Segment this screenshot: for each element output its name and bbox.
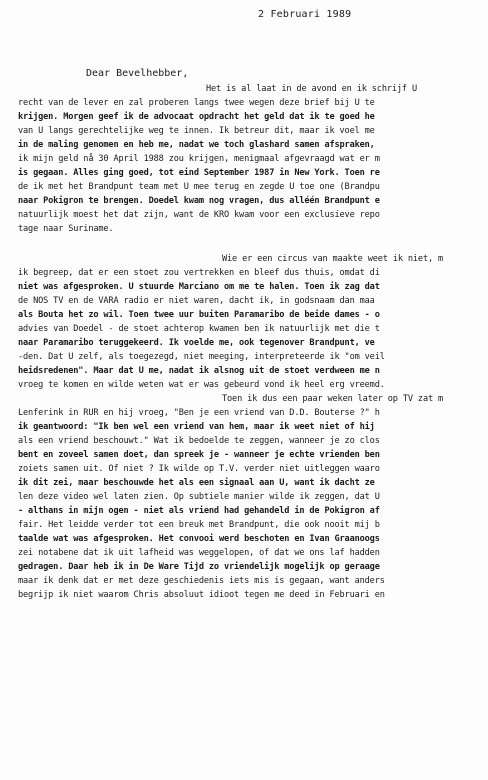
letter-line: als Bouta het zo wil. Toen twee uur buiten Paramaribo de beide dames - o [18, 310, 380, 320]
letter-line: gedragen. Daar heb ik in De Ware Tijd zo vriendelijk mogelijk op geraage [18, 562, 380, 572]
letter-line: recht van de lever en zal proberen langs twee wegen deze brief bij U te [18, 98, 375, 108]
letter-line: in de maling genomen en heb me, nadat we toch glashard samen afspraken, [18, 140, 375, 150]
letter-line: begrijp ik niet waarom Chris absoluut idioot tegen me deed in Februari en [18, 590, 385, 600]
letter-line: krijgen. Morgen geef ik de advocaat opdracht het geld dat ik te goed he [18, 112, 375, 122]
letter-line: zoiets samen uit. Of niet ? Ik wilde op T.V. verder niet uitleggen waaro [18, 464, 380, 474]
letter-line: Het is al laat in de avond en ik schrijf U [206, 84, 418, 94]
letter-line: ik geantwoord: "Ik ben wel een vriend van hem, maar ik weet niet of hij [18, 422, 375, 432]
letter-line: vroeg te komen en wilde weten wat er was gebeurd vond ik heel erg vreemd. [18, 380, 385, 390]
letter-line: Toen ik dus een paar weken later op TV zat m [222, 394, 444, 404]
letter-line: is gegaan. Alles ging goed, tot eind September 1987 in New York. Toen re [18, 168, 380, 178]
letter-line: len deze video wel laten zien. Op subtiele manier wilde ik zeggen, dat U [18, 492, 380, 502]
letter-line: de NOS TV en de VARA radio er niet waren, dacht ik, in godsnaam dan maa [18, 296, 375, 306]
letter-line: maar ik denk dat er met deze geschiedenis iets mis is gegaan, want anders [18, 576, 385, 586]
letter-line: ik mijn geld nå 30 April 1988 zou krijgen, menigmaal afgevraagd wat er m [18, 154, 380, 164]
letter-line: natuurlijk moest het dat zijn, want de KRO kwam voor een exclusieve repo [18, 210, 380, 220]
letter-salutation: Dear Bevelhebber, [86, 68, 189, 79]
letter-line: Lenferink in RUR en hij vroeg, "Ben je een vriend van D.D. Bouterse ?" h [18, 408, 380, 418]
letter-line: - althans in mijn ogen - niet als vriend had gehandeld in de Pokigron af [18, 506, 380, 516]
letter-line: advies van Doedel - de stoet achterop kwamen ben ik natuurlijk met die t [18, 324, 380, 334]
letter-line: fair. Het leidde verder tot een breuk met Brandpunt, die ook nooit mij b [18, 520, 380, 530]
letter-line: heidsredenen". Maar dat U me, nadat ik alsnog uit de stoet verdween me n [18, 366, 380, 376]
letter-line: ik begreep, dat er een stoet zou vertrekken en bleef dus thuis, omdat di [18, 268, 380, 278]
letter-line: ik dit zei, maar beschouwde het als een signaal aan U, want ik dacht ze [18, 478, 375, 488]
letter-line: als een vriend beschouwt." Wat ik bedoelde te zeggen, wanneer je zo clos [18, 436, 380, 446]
letter-line: niet was afgesproken. U stuurde Marciano om me te halen. Toen ik zag dat [18, 282, 380, 292]
letter-line: zei notabene dat ik uit lafheid was weggelopen, of dat we ons laf hadden [18, 548, 380, 558]
letter-line: tage naar Suriname. [18, 224, 114, 234]
letter-line: de ik met het Brandpunt team met U mee terug en zegde U toe one (Brandpu [18, 182, 380, 192]
letter-line: bent en zoveel samen doet, dan spreek je - wanneer je echte vrienden ben [18, 450, 380, 460]
letter-line: -den. Dat U zelf, als toegezegd, niet meeging, interpreteerde ik "om veil [18, 352, 385, 362]
letter-line: Wie er een circus van maakte weet ik niet, m [222, 254, 444, 264]
letter-line: naar Paramaribo teruggekeerd. Ik voelde me, ook tegenover Brandpunt, ve [18, 338, 375, 348]
letter-line: van U langs gerechtelijke weg te innen. Ik betreur dit, maar ik voel me [18, 126, 375, 136]
letter-line: naar Pokigron te brengen. Doedel kwam nog vragen, dus alléén Brandpunt e [18, 196, 380, 206]
letter-date: 2 Februari 1989 [258, 9, 352, 20]
letter-line: taalde wat was afgesproken. Het convooi werd beschoten en Ivan Graanoogs [18, 534, 380, 544]
